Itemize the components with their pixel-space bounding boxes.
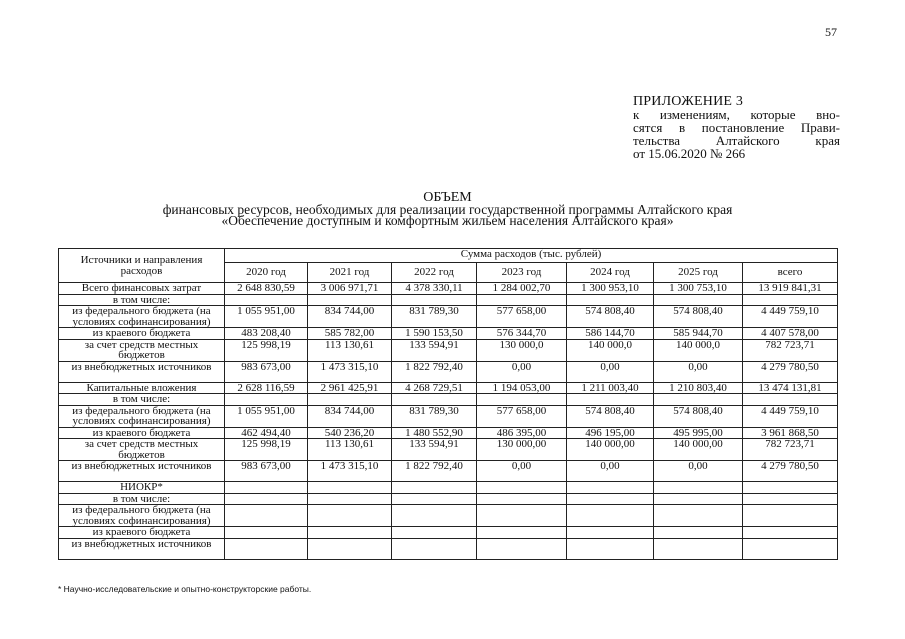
value-cell: [225, 493, 308, 505]
value-cell: [392, 505, 477, 527]
heading-subtitle: финансовых ресурсов, необходимых для реализации государственной программы Алтайского края: [162, 201, 733, 217]
value-cell: [477, 493, 567, 505]
value-cell: 4 268 729,51: [392, 382, 477, 394]
value-cell: [308, 538, 392, 559]
value-cell: 540 236,20: [308, 427, 392, 439]
value-cell: 13 919 841,31: [743, 283, 838, 295]
value-cell: [225, 505, 308, 527]
value-cell: [654, 505, 743, 527]
appendix-date-line: от 15.06.2020 № 266: [633, 146, 746, 161]
value-cell: [654, 493, 743, 505]
table-row: [59, 538, 838, 559]
value-cell: [743, 394, 838, 406]
value-cell: 2 961 425,91: [308, 382, 392, 394]
table-row: [59, 439, 838, 461]
value-cell: 140 000,0: [567, 339, 654, 361]
table-row: [59, 405, 838, 427]
value-cell: 1 055 951,00: [225, 405, 308, 427]
value-cell: 495 995,00: [654, 427, 743, 439]
value-cell: 133 594,91: [392, 439, 477, 461]
value-cell: [567, 505, 654, 527]
value-cell: [392, 493, 477, 505]
table-row: [59, 361, 838, 382]
value-cell: [308, 294, 392, 306]
value-cell: 0,00: [477, 361, 567, 382]
row-label: из краевого бюджета: [59, 527, 225, 539]
column-header: 2025 год: [654, 263, 743, 283]
value-cell: 4 449 759,10: [743, 405, 838, 427]
table-row: [59, 461, 838, 482]
value-cell: 1 590 153,50: [392, 328, 477, 340]
value-cell: [477, 294, 567, 306]
value-cell: 486 395,00: [477, 427, 567, 439]
value-cell: 4 378 330,11: [392, 283, 477, 295]
value-cell: 4 449 759,10: [743, 306, 838, 328]
row-label: за счет средств местных бюджетов: [59, 339, 225, 361]
row-label: за счет средств местных бюджетов: [59, 439, 225, 461]
table-row: [59, 283, 838, 295]
appendix-title: ПРИЛОЖЕНИЕ 3: [633, 94, 744, 109]
value-cell: 0,00: [567, 361, 654, 382]
value-cell: 0,00: [477, 461, 567, 482]
value-cell: [392, 394, 477, 406]
value-cell: [477, 505, 567, 527]
row-label: из внебюджетных источников: [59, 538, 225, 559]
sum-header: Сумма расходов (тыс. рублей): [225, 249, 838, 263]
table-row: [59, 527, 838, 539]
row-label: из внебюджетных источников: [59, 361, 225, 382]
row-label: в том числе:: [59, 493, 225, 505]
column-header: 2023 год: [477, 263, 567, 283]
value-cell: 130 000,00: [477, 439, 567, 461]
value-cell: 140 000,00: [567, 439, 654, 461]
table-row: [59, 427, 838, 439]
value-cell: [225, 538, 308, 559]
value-cell: 831 789,30: [392, 306, 477, 328]
column-header: всего: [743, 263, 838, 283]
value-cell: [392, 527, 477, 539]
footnote: * Научно-исследовательские и опытно-конструкторские работы.: [58, 584, 312, 594]
row-label: Всего финансовых затрат: [59, 283, 225, 295]
value-cell: 1 055 951,00: [225, 306, 308, 328]
value-cell: 577 658,00: [477, 405, 567, 427]
value-cell: [308, 527, 392, 539]
value-cell: [743, 505, 838, 527]
value-cell: 0,00: [654, 461, 743, 482]
value-cell: [567, 538, 654, 559]
value-cell: 1 284 002,70: [477, 283, 567, 295]
value-cell: 1 300 753,10: [654, 283, 743, 295]
value-cell: 574 808,40: [567, 405, 654, 427]
table-row: [59, 394, 838, 406]
value-cell: 983 673,00: [225, 361, 308, 382]
value-cell: 4 407 578,00: [743, 328, 838, 340]
value-cell: 3 961 868,50: [743, 427, 838, 439]
value-cell: [477, 482, 567, 494]
value-cell: [308, 493, 392, 505]
value-cell: 1 480 552,90: [392, 427, 477, 439]
value-cell: 834 744,00: [308, 405, 392, 427]
value-cell: 133 594,91: [392, 339, 477, 361]
value-cell: 782 723,71: [743, 339, 838, 361]
value-cell: 130 000,0: [477, 339, 567, 361]
appendix-line: к изменениям, которые вно-: [633, 107, 840, 122]
table-row: [59, 328, 838, 340]
row-label: в том числе:: [59, 394, 225, 406]
value-cell: 1 194 053,00: [477, 382, 567, 394]
value-cell: 577 658,00: [477, 306, 567, 328]
value-cell: [477, 527, 567, 539]
appendix-block: [633, 95, 840, 160]
value-cell: 483 208,40: [225, 328, 308, 340]
value-cell: 1 473 315,10: [308, 361, 392, 382]
value-cell: 0,00: [567, 461, 654, 482]
column-header: 2022 год: [392, 263, 477, 283]
table-body: [59, 283, 838, 560]
row-label: в том числе:: [59, 294, 225, 306]
value-cell: [392, 538, 477, 559]
value-cell: [567, 527, 654, 539]
value-cell: [654, 538, 743, 559]
value-cell: 574 808,40: [654, 306, 743, 328]
row-label: из федерального бюджета (на условиях софинансирования): [59, 405, 225, 427]
value-cell: 834 744,00: [308, 306, 392, 328]
value-cell: [392, 294, 477, 306]
value-cell: [743, 482, 838, 494]
document-heading: [60, 192, 835, 227]
value-cell: 2 648 830,59: [225, 283, 308, 295]
value-cell: [567, 493, 654, 505]
row-label: НИОКР*: [59, 482, 225, 494]
budget-table: [58, 248, 838, 560]
table-row: [59, 306, 838, 328]
appendix-line: тельства Алтайского края: [633, 133, 840, 148]
value-cell: 585 782,00: [308, 328, 392, 340]
value-cell: 1 822 792,40: [392, 461, 477, 482]
value-cell: [567, 294, 654, 306]
value-cell: [743, 294, 838, 306]
source-header: Источники и направления расходов: [59, 249, 225, 283]
value-cell: 574 808,40: [567, 306, 654, 328]
value-cell: [308, 394, 392, 406]
value-cell: [225, 394, 308, 406]
value-cell: [567, 394, 654, 406]
value-cell: [392, 482, 477, 494]
value-cell: 782 723,71: [743, 439, 838, 461]
value-cell: [225, 294, 308, 306]
value-cell: [477, 394, 567, 406]
row-label: из федерального бюджета (на условиях софинансирования): [59, 505, 225, 527]
row-label: Капитальные вложения: [59, 382, 225, 394]
table-row: [59, 382, 838, 394]
heading-subtitle: «Обеспечение доступным и комфортным жильем населения Алтайского края»: [221, 213, 674, 228]
value-cell: [743, 493, 838, 505]
value-cell: 576 344,70: [477, 328, 567, 340]
value-cell: 140 000,00: [654, 439, 743, 461]
row-label: из краевого бюджета: [59, 427, 225, 439]
value-cell: 125 998,19: [225, 339, 308, 361]
value-cell: 1 300 953,10: [567, 283, 654, 295]
row-label: из внебюджетных источников: [59, 461, 225, 482]
column-header: 2024 год: [567, 263, 654, 283]
value-cell: 4 279 780,50: [743, 361, 838, 382]
heading-title: ОБЪЕМ: [423, 190, 472, 205]
column-header: 2020 год: [225, 263, 308, 283]
row-label: из федерального бюджета (на условиях софинансирования): [59, 306, 225, 328]
value-cell: 1 211 003,40: [567, 382, 654, 394]
table-row: [59, 493, 838, 505]
page-number: 57: [825, 25, 837, 39]
value-cell: [477, 538, 567, 559]
table-row: [59, 294, 838, 306]
value-cell: 462 494,40: [225, 427, 308, 439]
value-cell: 831 789,30: [392, 405, 477, 427]
value-cell: [743, 527, 838, 539]
value-cell: [308, 482, 392, 494]
value-cell: [567, 482, 654, 494]
table-row: [59, 482, 838, 494]
value-cell: 983 673,00: [225, 461, 308, 482]
value-cell: 0,00: [654, 361, 743, 382]
value-cell: 113 130,61: [308, 339, 392, 361]
value-cell: 585 944,70: [654, 328, 743, 340]
value-cell: 13 474 131,81: [743, 382, 838, 394]
table-row: [59, 339, 838, 361]
value-cell: 2 628 116,59: [225, 382, 308, 394]
value-cell: 140 000,0: [654, 339, 743, 361]
value-cell: 125 998,19: [225, 439, 308, 461]
value-cell: 1 210 803,40: [654, 382, 743, 394]
value-cell: 496 195,00: [567, 427, 654, 439]
value-cell: [654, 394, 743, 406]
appendix-line: сятся в постановление Прави-: [633, 120, 840, 135]
value-cell: 574 808,40: [654, 405, 743, 427]
value-cell: 586 144,70: [567, 328, 654, 340]
value-cell: 1 473 315,10: [308, 461, 392, 482]
value-cell: 1 822 792,40: [392, 361, 477, 382]
value-cell: [654, 527, 743, 539]
value-cell: [654, 294, 743, 306]
value-cell: [225, 527, 308, 539]
value-cell: 113 130,61: [308, 439, 392, 461]
value-cell: [743, 538, 838, 559]
table-row: [59, 505, 838, 527]
value-cell: 3 006 971,71: [308, 283, 392, 295]
value-cell: [654, 482, 743, 494]
row-label: из краевого бюджета: [59, 328, 225, 340]
value-cell: [308, 505, 392, 527]
value-cell: 4 279 780,50: [743, 461, 838, 482]
column-header: 2021 год: [308, 263, 392, 283]
value-cell: [225, 482, 308, 494]
